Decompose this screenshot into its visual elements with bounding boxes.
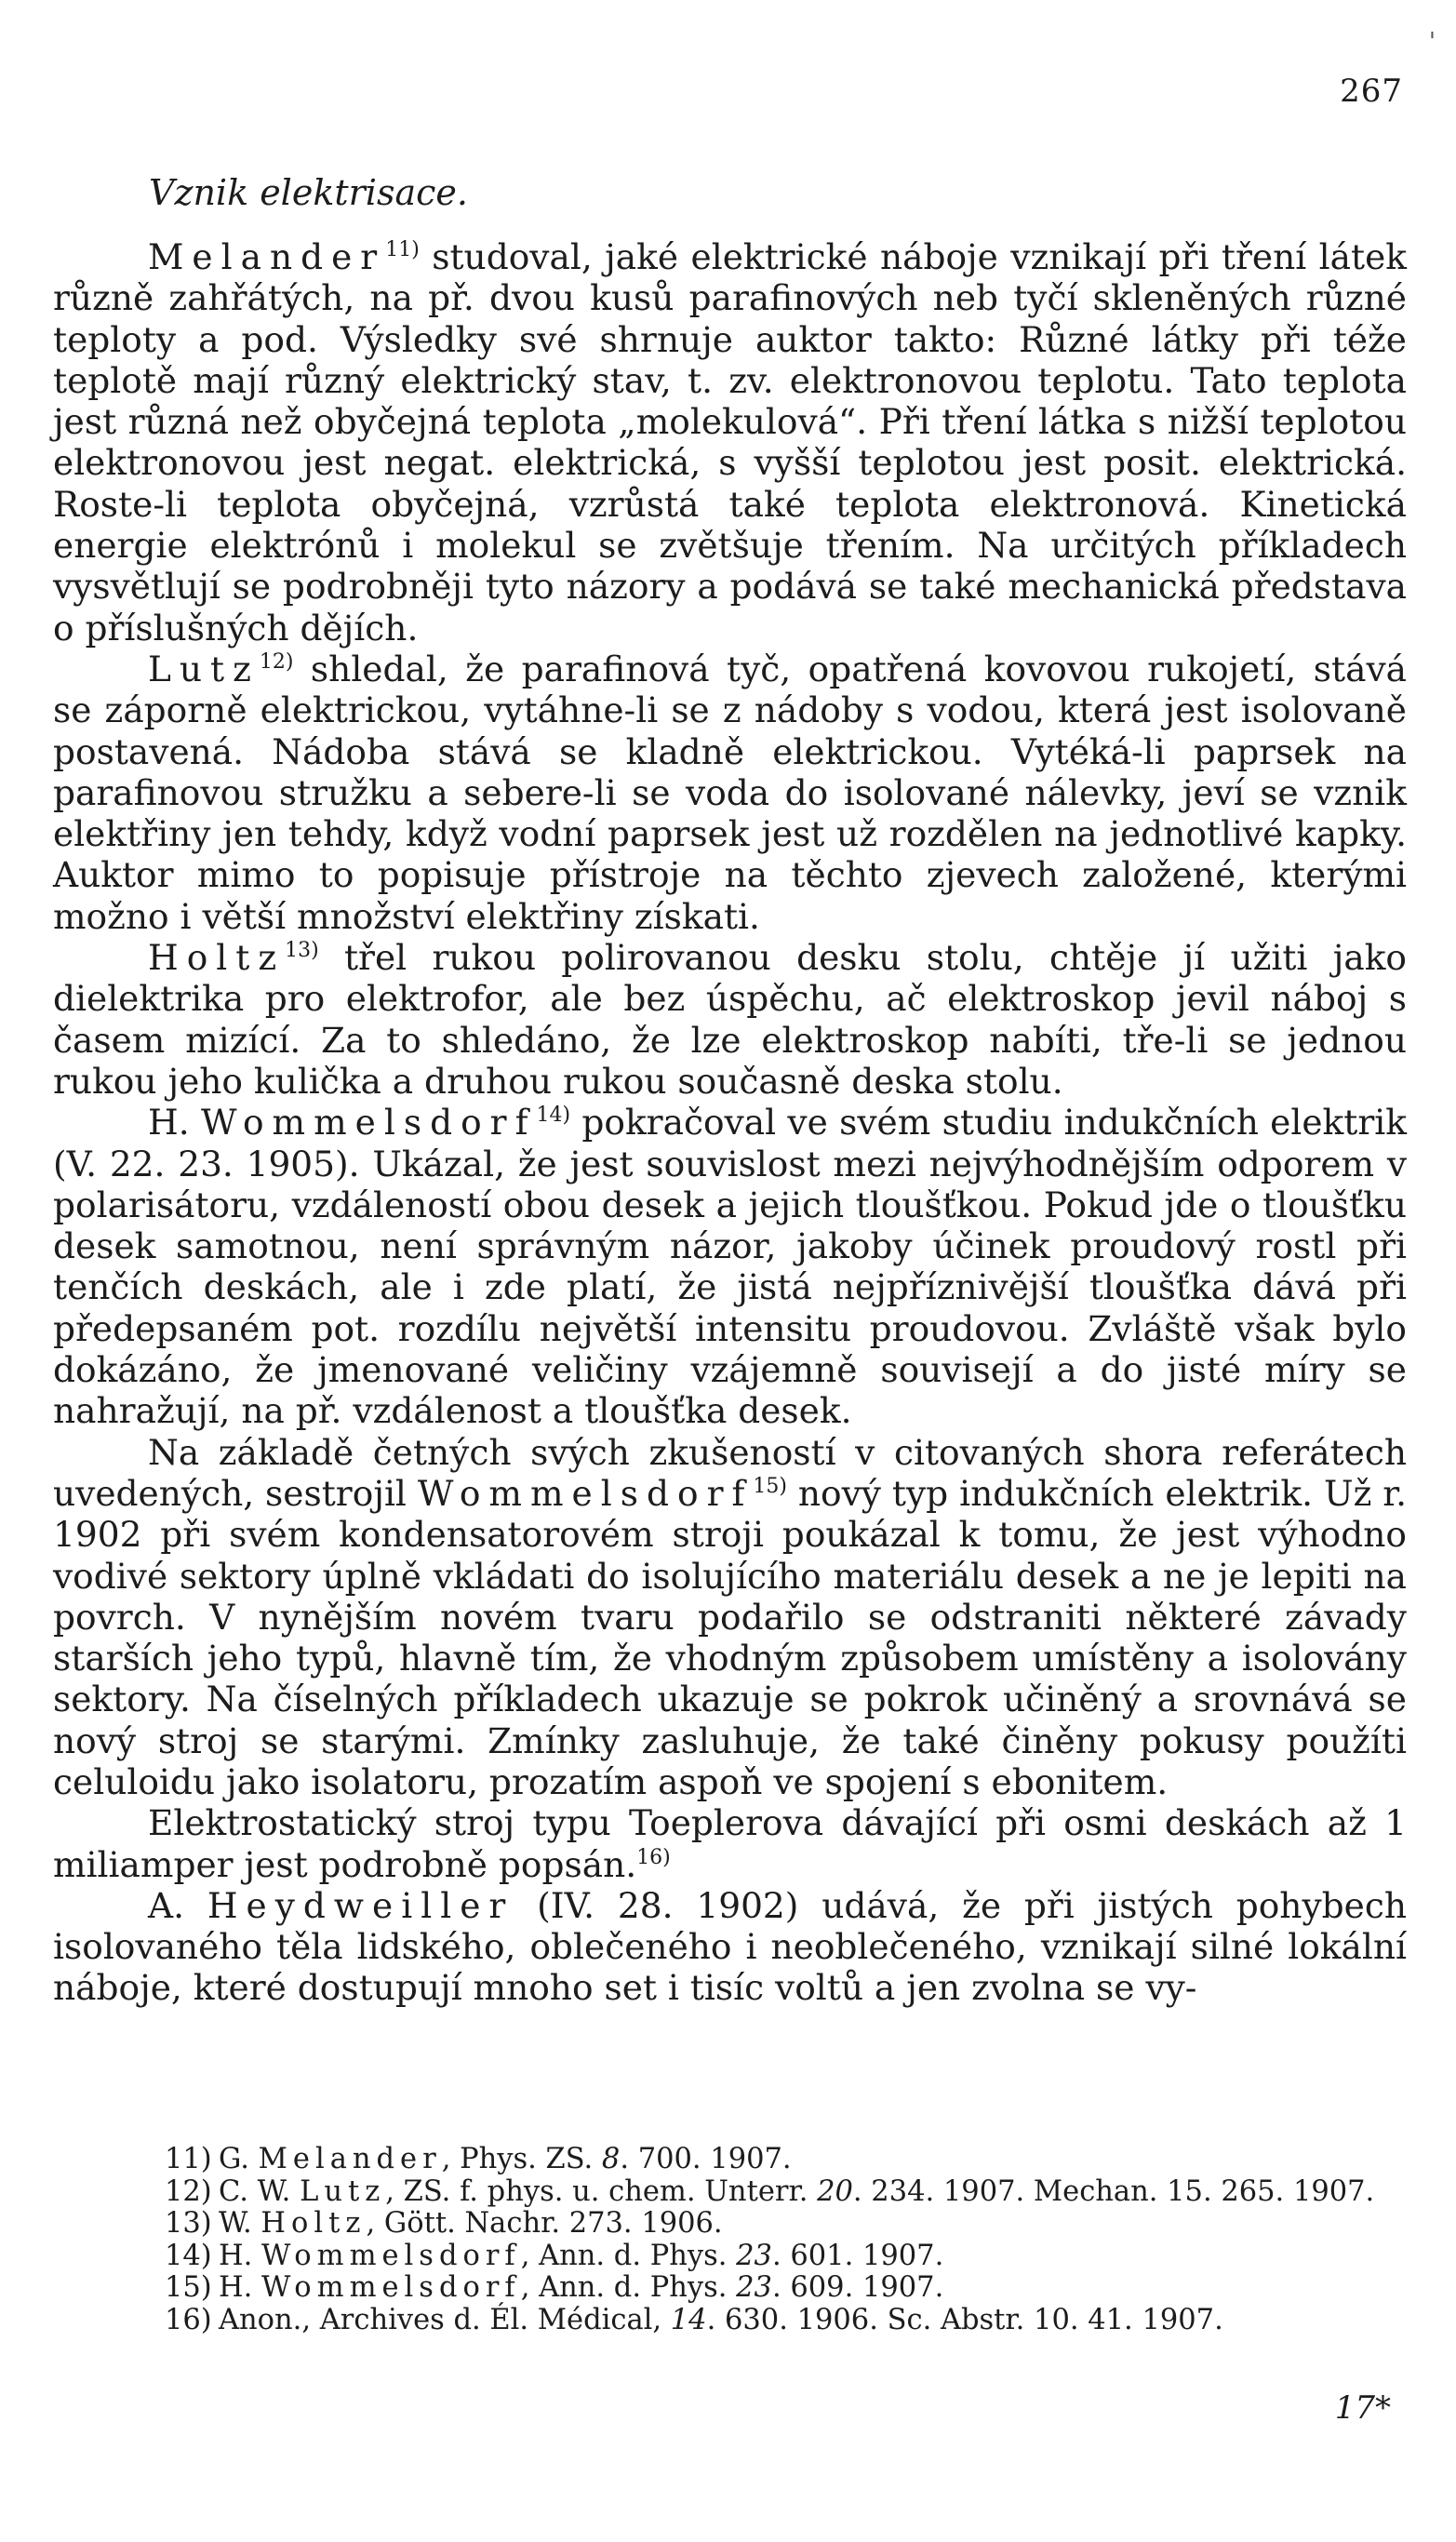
footnote-ref: 16) [636,1845,671,1869]
footnote-author: Wommelsdorf [261,2239,521,2272]
paragraph-text: Na základě četných svých zkušeností v citovaných shora referátech uvedených, sestrojil [53,1431,1407,1514]
footnote-author: Lutz [300,2174,386,2208]
footnote-text: , Gött. Nachr. 273. 1906. [366,2207,723,2240]
footnote-text: G. [219,2143,259,2175]
footnote [53,2241,1407,2273]
footnotes [53,2144,1407,2336]
footnote-mark: 16) [165,2303,212,2336]
section-title: Vznik elektrisace. [149,172,468,213]
footnote-mark: 11) [165,2143,212,2175]
author-name: Wommelsdorf [417,1472,754,1514]
paragraph-text: (IV. 28. 1902) udává, že při jistých pohybech isolovaného těla lidského, oblečeného i neoblečeného, vznikají silné lokální náboje, které dostupují mnoho set i tisíc voltů a jen zvolna se vy- [53,1884,1407,2009]
footnote-volume: 20 [817,2174,853,2208]
footnote-text: . 234. 1907. Mechan. 15. 265. 1907. [852,2174,1375,2208]
footnote-author: Holtz [260,2207,367,2240]
footnote-ref: 11) [385,238,420,261]
paragraph-toepler [53,1802,1407,1885]
footnote-text: , Ann. d. Phys. [520,2271,737,2304]
footnote [53,2176,1407,2209]
footnote-ref: 14) [536,1104,571,1128]
paragraph-heydweiller [53,1885,1407,2009]
footnote-text: , ZS. f. phys. u. chem. Unterr. [385,2174,818,2208]
signature-mark: 17* [1334,2389,1391,2427]
footnote-volume: 23 [736,2239,772,2272]
footnote-mark: 12) [165,2174,212,2208]
footnote-mark: 15) [165,2271,212,2304]
footnote-text: . 700. 1907. [620,2143,792,2175]
footnote-ref: 12) [259,649,294,674]
author-name: Wommelsdorf [200,1102,537,1144]
footnote-ref: 15) [753,1474,787,1498]
author-name: Lutz [148,648,260,689]
footnote-volume: 23 [736,2271,772,2304]
footnote-text: , Phys. ZS. [441,2143,602,2175]
footnote-mark: 13) [165,2207,212,2240]
footnote-text: H. [219,2239,261,2272]
page-number: 267 [1340,73,1403,110]
footnote [53,2272,1407,2305]
footnote-author: Wommelsdorf [261,2271,521,2304]
author-name: Heydweiller [207,1884,514,1926]
corner-mark: ' [1428,28,1436,56]
author-initial: A. [148,1884,207,1926]
author-initial: H. [148,1102,201,1144]
paragraph-text: pokračoval ve svém studiu indukčních elektrik (V. 22. 23. 1905). Ukázal, že jest souvislost mezi nejvýhodnějším odporem v polarisátoru, vzdáleností obou desek a jejich tloušťkou. Pokud jde o tloušťku desek samotnou, není správným názor, jakoby účinek proudový rostl při tenčích deskách, ale i zde platí, že jistá nejpříznivější tloušťka dává při předepsaném pot. rozdílu největší intensitu proudovou. Zvláště však bylo dokázáno, že jmenované veličiny vzájemně souvisejí a do jisté míry se nahražují, na př. vzdálenost a tloušťka desek. [53,1102,1407,1432]
footnote-ref: 13) [285,939,319,963]
footnote-author: Melander [258,2143,442,2175]
footnote-text: Anon., Archives d. Él. Médical, [219,2303,671,2336]
paragraph-text: nový typ indukčních elektrik. Už r. 1902 při svém kondensatorovém stroji poukázal k tomu, že jest výhodno vodivé sektory úplně vkládati do isolujícího materiálu desek a ne je lepiti na povrch. V nynějším novém tvaru podařilo se odstraniti některé závady starších jeho typů, hlavně tím, že vhodným způsobem umístěny a isolovány sektory. Na číselných příkladech ukazuje se pokrok učiněný a srovnává se nový stroj se starými. Zmínky zasluhuje, že také činěny pokusy použíti celuloidu jako isolatoru, prozatím aspoň ve spojení s ebonitem. [53,1472,1407,1802]
footnote-text: H. [219,2271,261,2304]
footnote [53,2208,1407,2241]
author-name: Holtz [148,937,286,979]
footnote-volume: 8 [601,2143,621,2175]
footnote-text: W. [219,2207,261,2240]
footnote-text: . 601. 1907. [771,2239,944,2272]
footnote-text: C. W. [219,2174,301,2208]
footnote-volume: 14 [670,2303,707,2336]
paragraph-lutz [53,649,1407,937]
paragraph-text: třel rukou polirovanou desku stolu, chtěje jí užiti jako dielektrika pro elektrofor, ale bez úspěchu, ač elektroskop jevil náboj s časem mizící. Za to shledáno, že lze elektroskop nabíti, tře-li se jednou rukou jeho kulička a druhou rukou současně deska stolu. [53,937,1407,1102]
paragraph-wommelsdorf [53,1102,1407,1431]
footnote-text: . 609. 1907. [771,2271,944,2304]
footnote [53,2305,1407,2337]
body-text [53,236,1407,2009]
paragraph-text: shledal, že parafinová tyč, opatřená kovovou rukojetí, stává se záporně elektrickou, vytáhne-li se z nádoby s vodou, která jest isolovaně postavená. Nádoba stává se kladně elektrickou. Vytéká-li paprsek na parafinovou stružku a sebere-li se voda do isolované nálevky, jeví se vznik elektřiny jen tehdy, když vodní paprsek jest už rozdělen na jednotlivé kapky. Auktor mimo to popisuje přístroje na těchto zjevech založené, kterými možno i větší množství elektřiny získati. [53,648,1407,937]
paragraph-holtz [53,937,1407,1102]
paragraph-text: studoval, jaké elektrické náboje vznikají při tření látek různě zahřátých, na př. dvou kusů parafinových neb tyčí skleněných různé teploty a pod. Výsledky své shrnuje auktor takto: Různé látky při téže teplotě mají různý elektrický stav, t. zv. elektronovou teplotu. Tato teplota jest různá než obyčejná teplota „molekulová“. Při tření látka s nižší teplotou elektronovou jest negat. elektrická, s vyšší teplotou jest posit. elektrická. Roste-li teplota obyčejná, vzrůstá také teplota elektronová. Kinetická energie elektrónů i molekul se zvětšuje třením. Na určitých příkladech vysvětlují se podrobněji tyto názory a podává se také mechanická představa o příslušných dějích. [53,236,1407,649]
paragraph-wommelsdorf-2 [53,1432,1407,1803]
footnote-text: . 630. 1906. Sc. Abstr. 10. 41. 1907. [706,2303,1223,2336]
footnote-text: , Ann. d. Phys. [520,2239,737,2272]
footnote [53,2144,1407,2176]
author-name: Melander [148,236,386,277]
paragraph-melander [53,236,1407,649]
paragraph-text: Elektrostatický stroj typu Toeplerova dávající při osmi deskách až 1 miliamper jest podrobně popsán. [53,1802,1407,1885]
footnote-mark: 14) [165,2239,212,2272]
